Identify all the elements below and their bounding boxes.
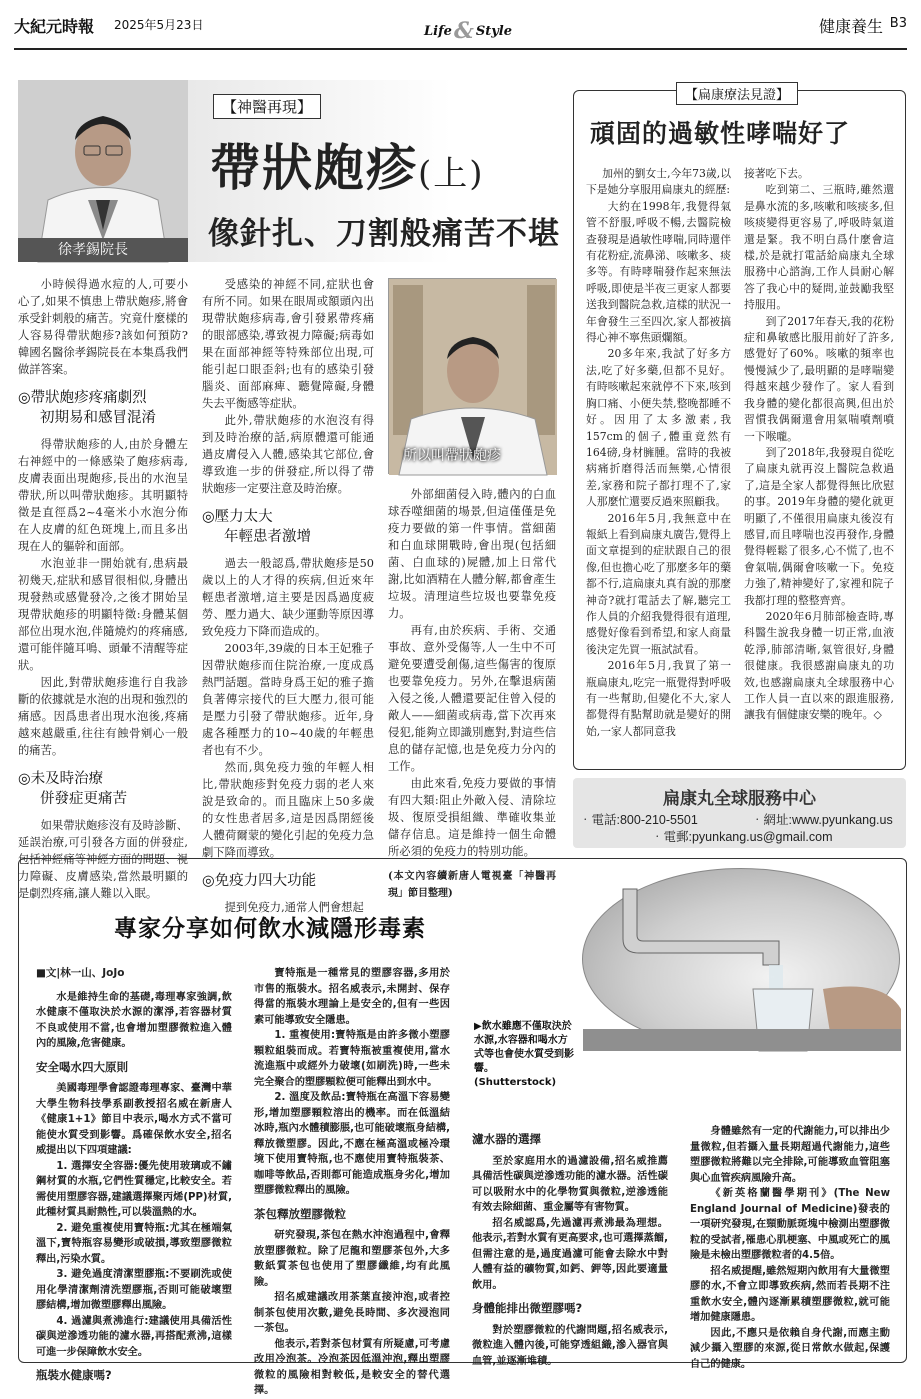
feature-kicker: 【神醫再現】 xyxy=(213,94,321,119)
water-column-3: 濾水器的選擇 至於家庭用水的過濾設備,招名威推薦具備活性碳與逆滲透功能的濾水器。活性碳可以吸附水中的化學物質與微粒,逆滲透能有效去除細菌、重金屬等有害物質。 招名威認爲,先過濾再煮沸最為理想。他表示,若對水質有更高要求,也可選擇蒸餾,但需注意的是,過度過濾可能會去除水中對人體有益的礦物質,如鈣、鉀等,因此要適量飲用。 身體能排出微塑膠嗎? 對於塑膠微粒的代謝問題,招名威表示,微粒進入體內後,可能穿透組織,滲入器官與血管,並逐漸堆積。 xyxy=(472,1132,668,1367)
water-subhead-1: 安全喝水四大原則 xyxy=(36,1059,128,1074)
doctor-portrait-illustration xyxy=(18,80,188,262)
water-article-title: 專家分享如何飲水減隱形毒素 xyxy=(114,915,426,942)
testimony-column-1: 加州的劉女士,今年73歲,以下是她分享服用扁康丸的經歷: 大約在1998年,我覺得氣管不舒服,呼吸不暢,去醫院檢查發現是過敏性哮喘,同時還伴有花粉症,流鼻涕、咳嗽多、痰多等。有時哮喘發作起來無法呼吸,即使是半夜三更家人都要送我到醫院急救,這樣的狀況一年會發生三至四次,家人都被搞得心神不寧焦頭爛額。 20多年來,我試了好多方法,吃了好多藥,但都不見好。有時咳嗽起來就停不下來,咳到胸口痛、小便失禁,整晚都睡不好。因用了太多激素,我157cm的個子,體重竟然有164磅,身材臃腫。當時的我被病痛折磨得活而無樂,心情很差,家務和院子都打理不了,家人那麼忙還要反過來照顧我。 2016年5月,我無意中在報紙上看到扁康丸廣告,覺得上面文章提到的症狀跟自己的很像,但也擔心吃了那麼多年的藥都不行,這扁康丸真有說的那麼神奇?就打電話去了解,聽完工作人員的介紹我覺得很有道理,感覺好像看到希望,和家人商量後決定先買一瓶試試看。 2016年5月,我買了第一瓶扁康丸,吃完一瓶覺得對呼吸有一些幫助,但變化不大,家人都覺得有點幫助就是變好的開始,一家人都同意我 xyxy=(586,167,731,738)
faucet-photo xyxy=(582,868,900,1050)
subhead-3: ◎壓力太大 年輕患者激增 xyxy=(202,509,311,545)
water-column-1: ■文|林一山、JoJo 水是維持生命的基礎,毒理專家強調,飲水健康不僅取決於水源的潔淨,若容器材質不良或使用不當,也會增加塑膠微粒進入體內的風險,危害健康。 安全喝水四大原則 美國毒理學會認證毒理專家、臺灣中華大學生物科技學系副教授招名威在新唐人《健康1+1》節目中表示,喝水方式不當可能使水質受到影響。爲確保飲水安全,招名威提出以下四項建議: 1. 選擇安全容器:優先使用玻璃或不鏽鋼材質的水瓶,它們性質穩定,比較安全。若需使用塑膠容器,建議選擇聚丙烯(PP)材質,此種材質具耐熱性,可以裝溫熱的水。 2. 避免重複使用寶特瓶:尤其在極端氣溫下,寶特瓶容易變形或破損,導致塑膠微粒釋出,污染水質。 3. 避免過度清潔塑膠瓶:不要刷洗或使用化學清潔劑清洗塑膠瓶,否則可能破壞塑膠結構,增加微塑膠釋出風險。 4. 過濾與煮沸進行:建議使用具備活性碳與逆滲透功能的濾水器,再搭配煮沸,這樣可進一步保障飲水安全。 瓶裝水健康嗎? xyxy=(36,967,232,1382)
byline: ■文|林一山、JoJo xyxy=(36,967,125,979)
testimony-kicker: 【扁康療法見證】 xyxy=(676,82,798,105)
service-phone[interactable]: ‧電話:800-210-5501 xyxy=(579,813,698,827)
faucet-illustration xyxy=(583,869,901,1051)
feature-subtitle: 像針扎、刀割般痛苦不堪 xyxy=(208,216,560,252)
service-center-title: 扁康丸全球服務中心 xyxy=(663,789,816,809)
doctor-portrait xyxy=(18,80,188,262)
article-credit: (本文內容續新唐人電視臺「神醫再現」節目整理) xyxy=(388,871,556,899)
water-column-4: 身體雖然有一定的代謝能力,可以排出少量微粒,但若攝入量長期超過代謝能力,這些塑膠微粒將難以完全排除,可能導致血管阻塞與心血管疾病風險升高。 《新英格蘭醫學期刊》(The New England Journal of Medicine)發表的一項研究發現,在頸動脈斑塊中檢測出塑膠微粒的受試者,罹患心肌梗塞、中風或死亡的風險是未檢出塑膠微粒者的4.5倍。 招名威提醒,雖然短期內飲用有大量微塑膠的水,不會立即導致疾病,然而若長期不注重飲水安全,體內逐漸累積塑膠微粒,就可能增加健康隱患。 因此,不應只是依賴自身代謝,而應主動減少攝入塑膠的來源,從日常飲水做起,保護自己的健康。 xyxy=(690,1126,890,1370)
subhead-1: ◎帶狀皰疹疼痛劇烈 初期易和感冒混淆 xyxy=(18,390,156,426)
feature-header xyxy=(18,80,560,262)
water-column-2: 寶特瓶是一種常見的塑膠容器,多用於市售的瓶裝水。招名威表示,未開封、保存得當的瓶裝水理論上是安全的,但有一些因素可能導致安全隱患。 1. 重複使用:寶特瓶是由許多微小塑膠顆粒組裝而成。若寶特瓶被重複使用,當水流進瓶中或經外力破壞(如刷洗)時,一些未完全聚合的塑膠顆粒便可能釋出到水中。 2. 溫度及飲品:寶特瓶在高溫下容易變形,增加塑膠顆粒溶出的機率。而在低溫結冰時,瓶內水體積膨脹,也可能破壞瓶身結構,釋放微塑膠。因此,不應在極高溫或極冷環境下使用寶特瓶,也不應使用寶特瓶裝茶、咖啡等飲品,否則都可能造成瓶身劣化,增加塑膠微粒釋出的風險。 茶包釋放塑膠微粒 研究發現,茶包在熱水沖泡過程中,會釋放塑膠微粒。除了尼龍和塑膠茶包外,大多數紙質茶包也使用了塑膠纖維,均有此風險。 招名威建議改用茶葉直接沖泡,或者控制茶包使用次數,避免長時間、多次浸泡同一茶包。 他表示,若對茶包材質有所疑慮,可考慮改用冷泡茶。冷泡茶因低溫沖泡,釋出塑膠微粒的風險相對較低,是較安全的替代選擇。 xyxy=(254,968,450,1396)
page-number: B3 xyxy=(889,16,907,31)
service-email[interactable]: ‧電郵:pyunkang.us@gmail.com xyxy=(651,830,833,844)
tv-program-photo xyxy=(388,278,556,474)
service-website[interactable]: ‧網址:www.pyunkang.us xyxy=(751,813,893,827)
faucet-photo-caption: ▶飲水雖應不僅取決於水源,水容器和喝水方式等也會使水質受到影響。(Shutterstock) xyxy=(474,1021,574,1088)
feature-column-3: 外部細菌侵入時,體內的白血球吞噬細菌的場景,但這僅僅是免疫力要做的第一件事情。當細菌和白血球開戰時,會出現(包括細菌、白血球的)屍體,加上日常代謝,比如酒精在人體分解,都會產生垃圾。清理這些垃圾也要靠免疫力。 再有,由於疾病、手術、交通事故、意外受傷等,人一生中不可避免要遭受創傷,這些傷害的復原也要靠免疫力。另外,在擊退病菌入侵之後,人體還要記住曾入侵的敵人——細菌或病毒,當下次再來侵犯,能夠立即識別應對,對這些信息的儲存記憶,也是免疫力分內的工作。 由此來看,免疫力要做的事情有四大類:阻止外敵入侵、清除垃圾、復原受損組織、準確收集並儲存信息。這是維持一個生命體所必須的免疫力的特別功能。 (本文內容續新唐人電視臺「神醫再現」節目整理) xyxy=(388,486,556,902)
feature-column-2: 受感染的神經不同,症狀也會有所不同。如果在眼周或額頭內出現帶狀皰疹病毒,會引發累帶疼痛的眼部感染,導致視力障礙;病毒如果在面部神經等特殊部位出現,可能引起口眼歪斜;也有的感染引發腦炎、面部麻痺、聽覺障礙,身體失去平衡感等症狀。 此外,帶狀皰疹的水泡沒有得到及時治療的話,病原體還可能通過皮膚侵入人體,感染其它部位,會導致進一步的併發症,所以得了帶狀皰疹一定要注意及時治療。 ◎壓力太大 年輕患者激增 過去一般認爲,帶狀皰疹是50歲以上的人才得的疾病,但近來年輕患者激增,這主要是因爲過度疲勞、壓力過大、缺少運動等原因導致免疫力下降而造成的。 2003年,39歲的日本王妃雅子因帶狀皰疹而住院治療,一度成爲熱門話題。當時身爲王妃的雅子擔負著傳宗接代的巨大壓力,很可能是壓力引發了帶狀皰疹。近年,身處各種壓力的10~40歲的年輕患者也有不少。 然而,與免疫力強的年輕人相比,帶狀皰疹對免疫力弱的老人來說是致命的。而且臨床上50多歲的女性患者居多,這是因爲閉經後人體荷爾蒙的變化引起的免疫力急劇下降而導致。 ◎免疫力四大功能 提到免疫力,通常人們會想起 xyxy=(202,278,374,914)
feature-column-1: 小時候得過水痘的人,可要小心了,如果不慎患上帶狀皰疹,將會承受針刺般的痛苦。究竟什麼樣的人容易得帶狀皰疹?該如何預防?韓國名醫徐孝錫院長在本集爲我們做詳答案。 ◎帶狀皰疹疼痛劇烈 初期易和感冒混淆 得帶狀皰疹的人,由於身體左右神經中的一條感染了皰疹病毒,皮膚表面出現皰疹,長出的水泡呈帶狀,所以叫帶狀皰疹。其明顯特徵是直徑爲2~4毫米小水泡分佈在人皮膚的紅色斑塊上,而且多出現在人的軀幹和面部。 水泡並非一開始就有,患病最初幾天,症狀和感冒很相似,身體出現發熱或感覺發冷,之後才開始呈現帶狀皰疹的明顯特徵:身體某個部位出現水泡,伴隨燒灼的疼痛感,還可能伴隨耳鳴、頭暈不清醒等症狀。 因此,對帶狀皰疹進行自我診斷的依據就是水泡的出現和強烈的痛感。因爲患者出現水泡後,疼痛越來越嚴重,往往有蝕骨剜心一般的痛苦。 ◎未及時治療 併發症更痛苦 如果帶狀皰疹沒有及時診斷、延誤治療,可引發各方面的併發症,包括神經痛等神經方面的問題、視力障礙、皮膚感染,當然最明顯的是劇烈疼痛,讓人難以入眠。 xyxy=(18,278,188,900)
section-name: 健康養生 xyxy=(818,17,883,36)
newspaper-name: 大紀元時報 xyxy=(14,17,95,36)
service-center-box xyxy=(573,778,906,848)
testimony-column-2: 接著吃下去。 吃到第二、三瓶時,雖然還是鼻水流的多,咳嗽和咳痰多,但咳痰變得更容易了,呼吸時氣道還是緊。我不明白爲什麼會這樣,於是就打電話給扁康丸全球服務中心諮詢,工作人員耐心解答了我心中的疑問,並鼓勵我堅持服用。 到了2017年春天,我的花粉症和鼻敏感比服用前好了許多,感覺好了60%。咳嗽的頻率也慢慢減少了,最明顯的是哮喘變得越來越少發作了。家人看到我身體的變化都很高興,但出於習慣我偶爾還會用氣喘噴劑噴一下喉嚨。 到了2018年,我發現自從吃了扁康丸就再沒上醫院急救過了,這是全家人都覺得無比欣慰的事。2019年身體的變化就更明顯了,不僅很用扁康丸後沒有感冒,而且哮喘也沒再發作,身體覺得輕鬆了很多,心不慌了,也不會氣喘,偶爾會咳嗽一下。免疫力強了,精神變好了,家裡和院子我都打理的整整齊齊。 2020年6月肺部檢查時,專科醫生說我身體一切正常,血液乾淨,肺部清晰,氣管很好,身體很健康。我很感謝扁康丸的功效,也感謝扁康丸全球服務中心工作人員一直以來的跟進服務,讓我有個健康安樂的晚年。◇ xyxy=(744,167,894,722)
water-subhead-5: 身體能排出微塑膠嗎? xyxy=(472,1301,583,1315)
feature-title-part: (上) xyxy=(418,154,485,194)
section-logo: Life& Style xyxy=(424,18,512,44)
testimony-title: 頑固的過敏性哮喘好了 xyxy=(590,119,851,148)
tv-caption: 所以叫帶狀皰疹 xyxy=(403,448,501,464)
water-subhead-4: 濾水器的選擇 xyxy=(472,1132,541,1146)
feature-title: 帶狀皰疹(上) xyxy=(210,138,485,197)
water-subhead-3: 茶包釋放塑膠微粒 xyxy=(254,1206,346,1221)
water-subhead-2: 瓶裝水健康嗎? xyxy=(36,1368,112,1382)
doctor-name-caption: 徐孝錫院長 xyxy=(18,238,188,262)
subhead-4: ◎免疫力四大功能 xyxy=(202,873,317,889)
issue-date: 2025年5月23日 xyxy=(114,18,204,32)
masthead xyxy=(14,12,907,50)
subhead-2: ◎未及時治療 併發症更痛苦 xyxy=(18,771,127,807)
